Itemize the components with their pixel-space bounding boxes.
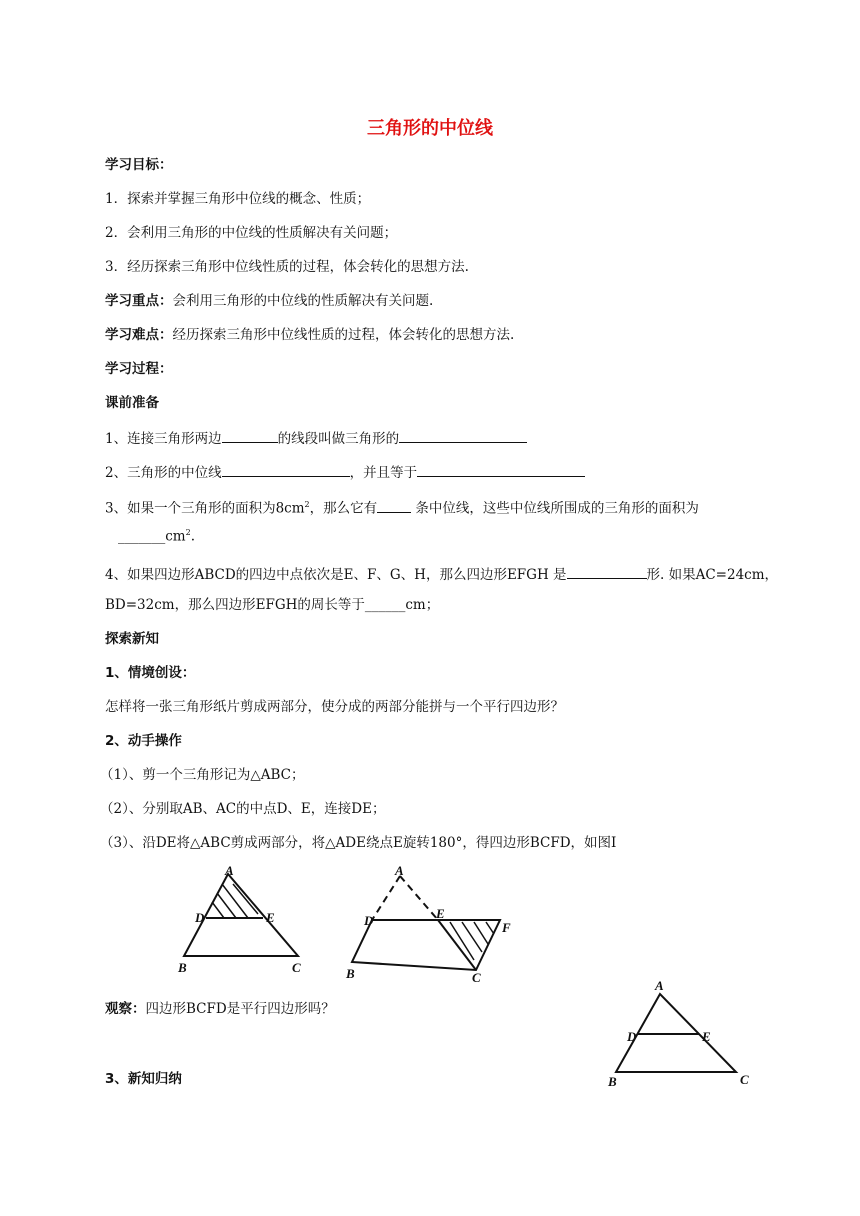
label-d: D [195,910,205,925]
q3-superscript-2: 2 [185,528,191,537]
objective-item: 1．探索并掌握三角形中位线的概念、性质； [105,191,371,207]
step-item: （1）、剪一个三角形记为△ABC； [100,767,305,783]
q2-text-b: ，并且等于 [349,465,418,481]
figure-triangle-midline [600,976,760,1091]
q4-blank-1[interactable] [567,564,647,579]
label-e: E [702,1029,711,1044]
key-point [105,292,433,310]
figure-triangle-hatched [170,862,320,982]
step-item: （2）、分别取AB、AC的中点D、E，连接DE； [100,801,386,817]
observe-line [105,1000,335,1018]
objective-item: 3．经历探索三角形中位线性质的过程，体会转化的思想方法. [105,259,469,275]
difficulty-label: 学习难点： [105,327,173,343]
label-d: D [627,1029,637,1044]
difficulty-text: 经历探索三角形中位线性质的过程，体会转化的思想方法. [172,327,515,343]
page-title: 三角形的中位线 [367,118,493,139]
dashed-ad [372,876,400,920]
prep-question-2 [105,462,585,482]
key-point-label: 学习重点： [105,293,173,309]
label-e: E [266,910,275,925]
prep-question-3-cont [118,524,195,546]
q1-blank-2[interactable] [399,428,527,443]
process-heading: 学习过程： [105,361,173,377]
section-3-heading: 3、新知归纳 [105,1071,182,1087]
q3-text-b: ，那么它有 [309,500,378,517]
difficulty [105,326,514,344]
hatch-lines [450,922,494,960]
segment-ec [438,920,476,970]
label-a: A [225,863,234,878]
label-b: B [608,1074,617,1089]
label-f: F [502,920,511,935]
label-a: A [655,978,664,993]
section-1-text: 怎样将一张三角形纸片剪成两部分，使分成的两部分能拼与一个平行四边形？ [105,699,564,715]
q3-text-a: 3、如果一个三角形的面积为8cm [105,500,305,517]
label-e: E [436,906,445,921]
q3-text-c: 条中位线，这些中位线所围成的三角形的面积为 [411,500,699,517]
label-b: B [178,960,187,975]
q4-text-a: 4、如果四边形ABCD的四边中点依次是E、F、G、H，那么四边形EFGH 是 [105,567,567,583]
figure-parallelogram [340,862,530,987]
prep-question-3 [105,496,699,518]
q1-blank-1[interactable] [222,428,278,443]
observe-label: 观察： [105,1001,146,1017]
explore-heading: 探索新知 [105,631,159,647]
label-b: B [346,966,355,981]
observe-text: 四边形BCFD是平行四边形吗？ [145,1001,335,1017]
q3-superscript: 2 [304,500,310,509]
objectives-heading: 学习目标： [105,157,173,173]
q3-text-e: . [190,528,196,545]
q1-text-b: 的线段叫做三角形的 [277,431,400,447]
q4-text-b: 形. 如果AC=24cm， [646,567,779,583]
prep-question-1 [105,428,527,448]
dashed-ae [400,876,438,920]
key-point-text: 会利用三角形的中位线的性质解决有关问题. [172,293,434,309]
q1-text-a: 1、连接三角形两边 [105,431,222,447]
q3-text-d: _______cm [118,528,186,545]
q2-blank-2[interactable] [417,462,585,477]
prep-question-4 [105,564,778,584]
label-c: C [740,1072,749,1087]
label-c: C [292,960,301,975]
q2-text-a: 2、三角形的中位线 [105,465,222,481]
q2-blank-1[interactable] [222,462,350,477]
step-item: （3）、沿DE将△ABC剪成两部分，将△ADE绕点E旋转180°，得四边形BCFD，如图Ⅰ [100,835,617,851]
label-d: D [364,913,374,928]
label-a: A [395,863,404,878]
q3-blank-1[interactable] [377,498,411,513]
section-1-heading: 1、情境创设： [105,665,196,681]
prep-question-4-cont: BD=32cm，那么四边形EFGH的周长等于______cm； [105,597,440,613]
label-c: C [472,970,481,985]
prep-heading: 课前准备 [105,395,159,411]
objective-item: 2．会利用三角形的中位线的性质解决有关问题； [105,225,398,241]
section-2-heading: 2、动手操作 [105,733,182,749]
